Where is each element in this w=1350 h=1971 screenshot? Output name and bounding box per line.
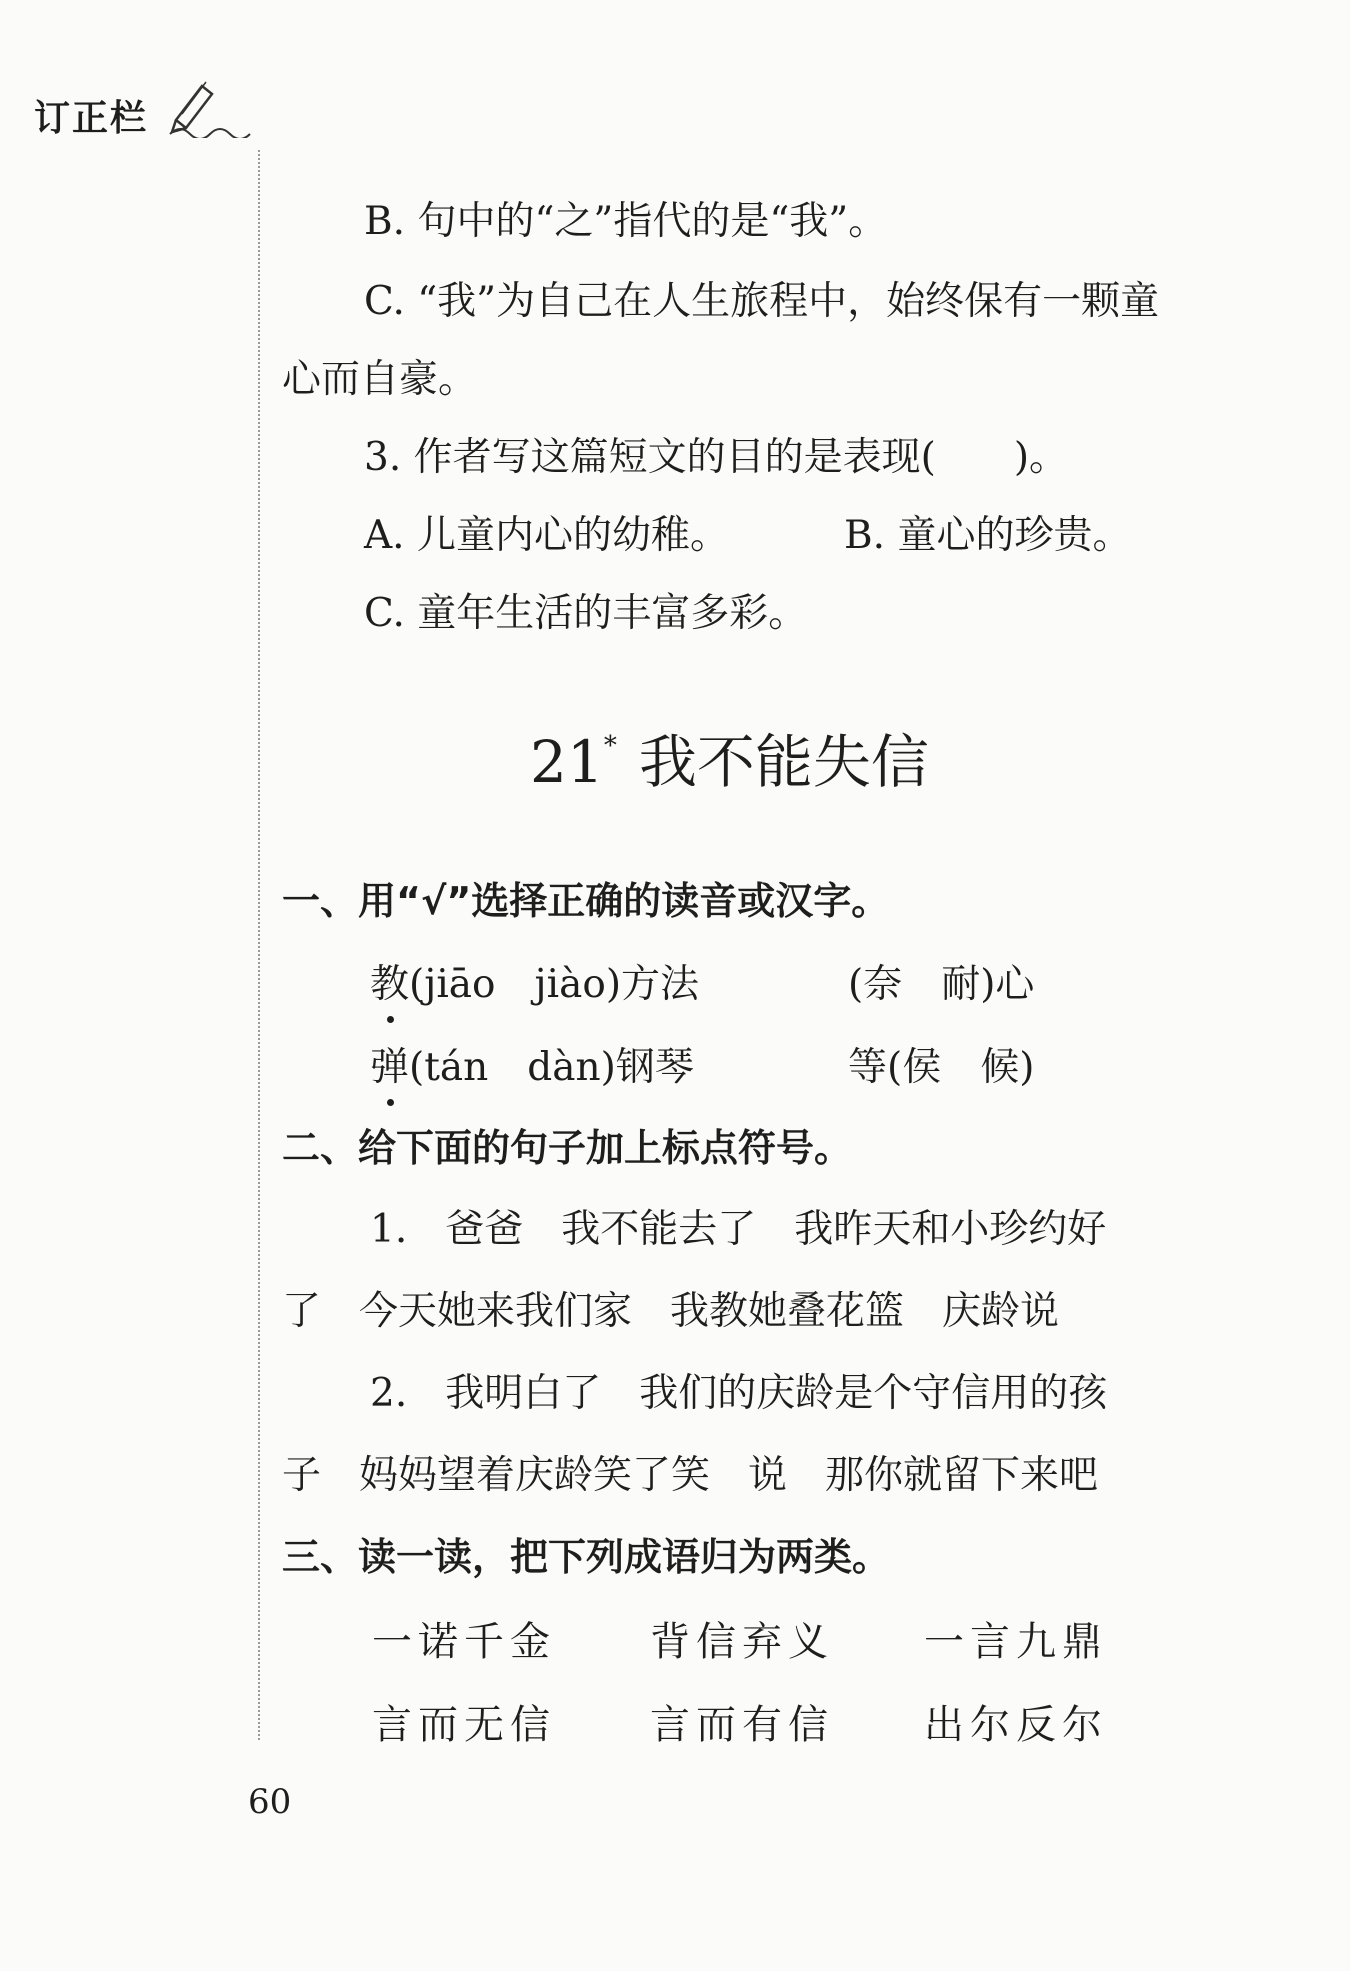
lesson-name: 我不能失信 <box>638 728 929 796</box>
pinyin-options: (tán dàn) <box>409 1045 616 1090</box>
q3-option-b: B. 童心的珍贵。 <box>844 513 1132 558</box>
lesson-title <box>530 715 929 799</box>
sentence1-line2 <box>282 1280 1059 1336</box>
q2-option-b: B. 句中的“之”指代的是“我”。 <box>364 199 888 244</box>
fragment: 我不能去了 <box>561 1207 757 1252</box>
section3-heading: 三、读一读，把下列成语归为两类。 <box>282 1535 891 1579</box>
idiom-1: 一诺千金 <box>372 1619 556 1665</box>
idiom-2: 背信弃义 <box>650 1619 834 1665</box>
pinyin-item-2 <box>370 1036 694 1092</box>
fragment: 说 <box>748 1453 788 1498</box>
word-rest: 钢琴 <box>615 1045 694 1090</box>
word-rest: 方法 <box>621 962 700 1007</box>
marked-char: 教 <box>370 953 409 1009</box>
lesson-number: 21 <box>530 728 604 796</box>
idiom-5: 言而有信 <box>650 1702 834 1748</box>
fragment: 那你就留下来吧 <box>825 1453 1099 1498</box>
fragment: 庆龄说 <box>942 1289 1060 1334</box>
fragment: 我们的庆龄是个守信用的孩 <box>639 1371 1108 1416</box>
q2-option-c-line1: C. “我”为自己在人生旅程中，始终保有一颗童 <box>364 279 1160 324</box>
sentence-number: 2. <box>370 1371 408 1416</box>
section2-heading: 二、给下面的句子加上标点符号。 <box>282 1126 853 1170</box>
sentence2-line1 <box>370 1362 1107 1418</box>
idiom-4: 言而无信 <box>372 1702 556 1748</box>
fragment: 子 <box>282 1453 322 1498</box>
sentence2-line2 <box>282 1444 1098 1500</box>
section1-heading: 一、用“√”选择正确的读音或汉字。 <box>282 879 890 923</box>
sentence1-line1 <box>370 1198 1106 1254</box>
pencil-icon <box>168 78 258 138</box>
fragment: 我昨天和小珍约好 <box>794 1207 1107 1252</box>
correction-column-label: 订正栏 <box>34 98 149 139</box>
fragment: 妈妈望着庆龄笑了笑 <box>359 1453 711 1498</box>
fragment: 了 <box>282 1289 322 1334</box>
pinyin-item-1 <box>370 953 699 1009</box>
q2-option-c-line2: 心而自豪。 <box>282 357 478 402</box>
pinyin-options: (jiāo jiào) <box>409 962 622 1007</box>
idiom-3: 一言九鼎 <box>924 1619 1108 1665</box>
lesson-mark: * <box>603 731 617 761</box>
char-choice-item-1: (奈 耐)心 <box>848 962 1035 1007</box>
q3-option-c: C. 童年生活的丰富多彩。 <box>364 591 808 636</box>
page-number: 60 <box>248 1782 292 1822</box>
q3-stem: 3. 作者写这篇短文的目的是表现( )。 <box>364 435 1069 480</box>
fragment: 爸爸 <box>445 1207 524 1252</box>
marked-char: 弹 <box>370 1036 409 1092</box>
fragment: 我明白了 <box>445 1371 602 1416</box>
char-choice-item-2: 等(侯 候) <box>848 1045 1035 1090</box>
fragment: 今天她来我们家 <box>359 1289 633 1334</box>
margin-divider <box>258 150 260 1740</box>
sentence-number: 1. <box>370 1207 408 1252</box>
q3-option-a: A. 儿童内心的幼稚。 <box>364 513 729 558</box>
idiom-6: 出尔反尔 <box>924 1702 1108 1748</box>
fragment: 我教她叠花篮 <box>670 1289 905 1334</box>
